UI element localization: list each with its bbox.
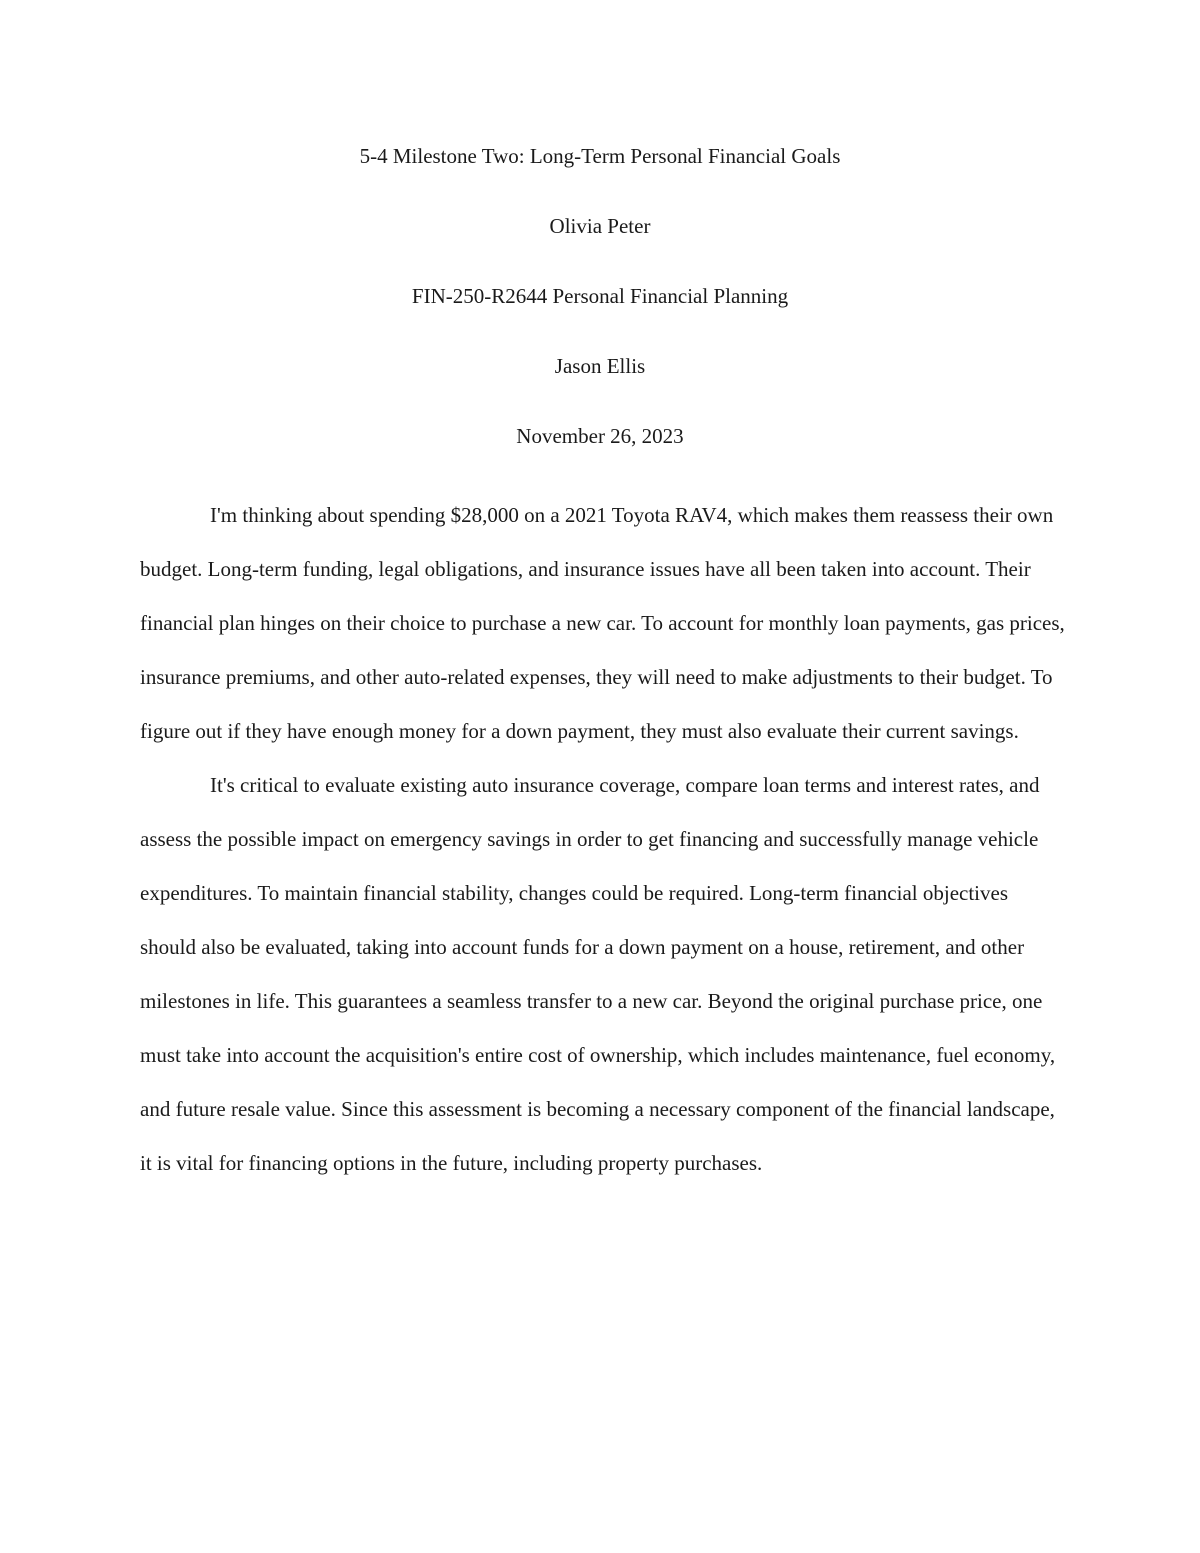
submission-date: November 26, 2023	[516, 424, 684, 448]
paragraph-1: I'm thinking about spending $28,000 on a 2021 Toyota RAV4, which makes them reassess their own budget. Long-term funding, legal obligations, and insurance issues have all been taken into account. Their financial plan hinges on their choice to purchase a new car. To account for monthly loan payments, gas prices, insurance premiums, and other auto-related expenses, they will need to make adjustments to their budget. To figure out if they have enough money for a down payment, they must also evaluate their current savings.	[140, 503, 1065, 743]
paper-title: 5-4 Milestone Two: Long-Term Personal Financial Goals	[359, 144, 841, 168]
title-block	[0, 140, 1200, 490]
paragraph-2: It's critical to evaluate existing auto insurance coverage, compare loan terms and interest rates, and assess the possible impact on emergency savings in order to get financing and successfully manage vehicle expenditures. To maintain financial stability, changes could be required. Long-term financial objectives should also be evaluated, taking into account funds for a down payment on a house, retirement, and other milestones in life. This guarantees a seamless transfer to a new car. Beyond the original purchase price, one must take into account the acquisition's entire cost of ownership, which includes maintenance, fuel economy, and future resale value. Since this assessment is becoming a necessary component of the financial landscape, it is vital for financing options in the future, including property purchases.	[140, 773, 1056, 1175]
instructor-name: Jason Ellis	[554, 354, 646, 378]
course-name: FIN-250-R2644 Personal Financial Planning	[411, 284, 789, 308]
author-name: Olivia Peter	[549, 214, 651, 238]
body-text	[140, 488, 1065, 1190]
